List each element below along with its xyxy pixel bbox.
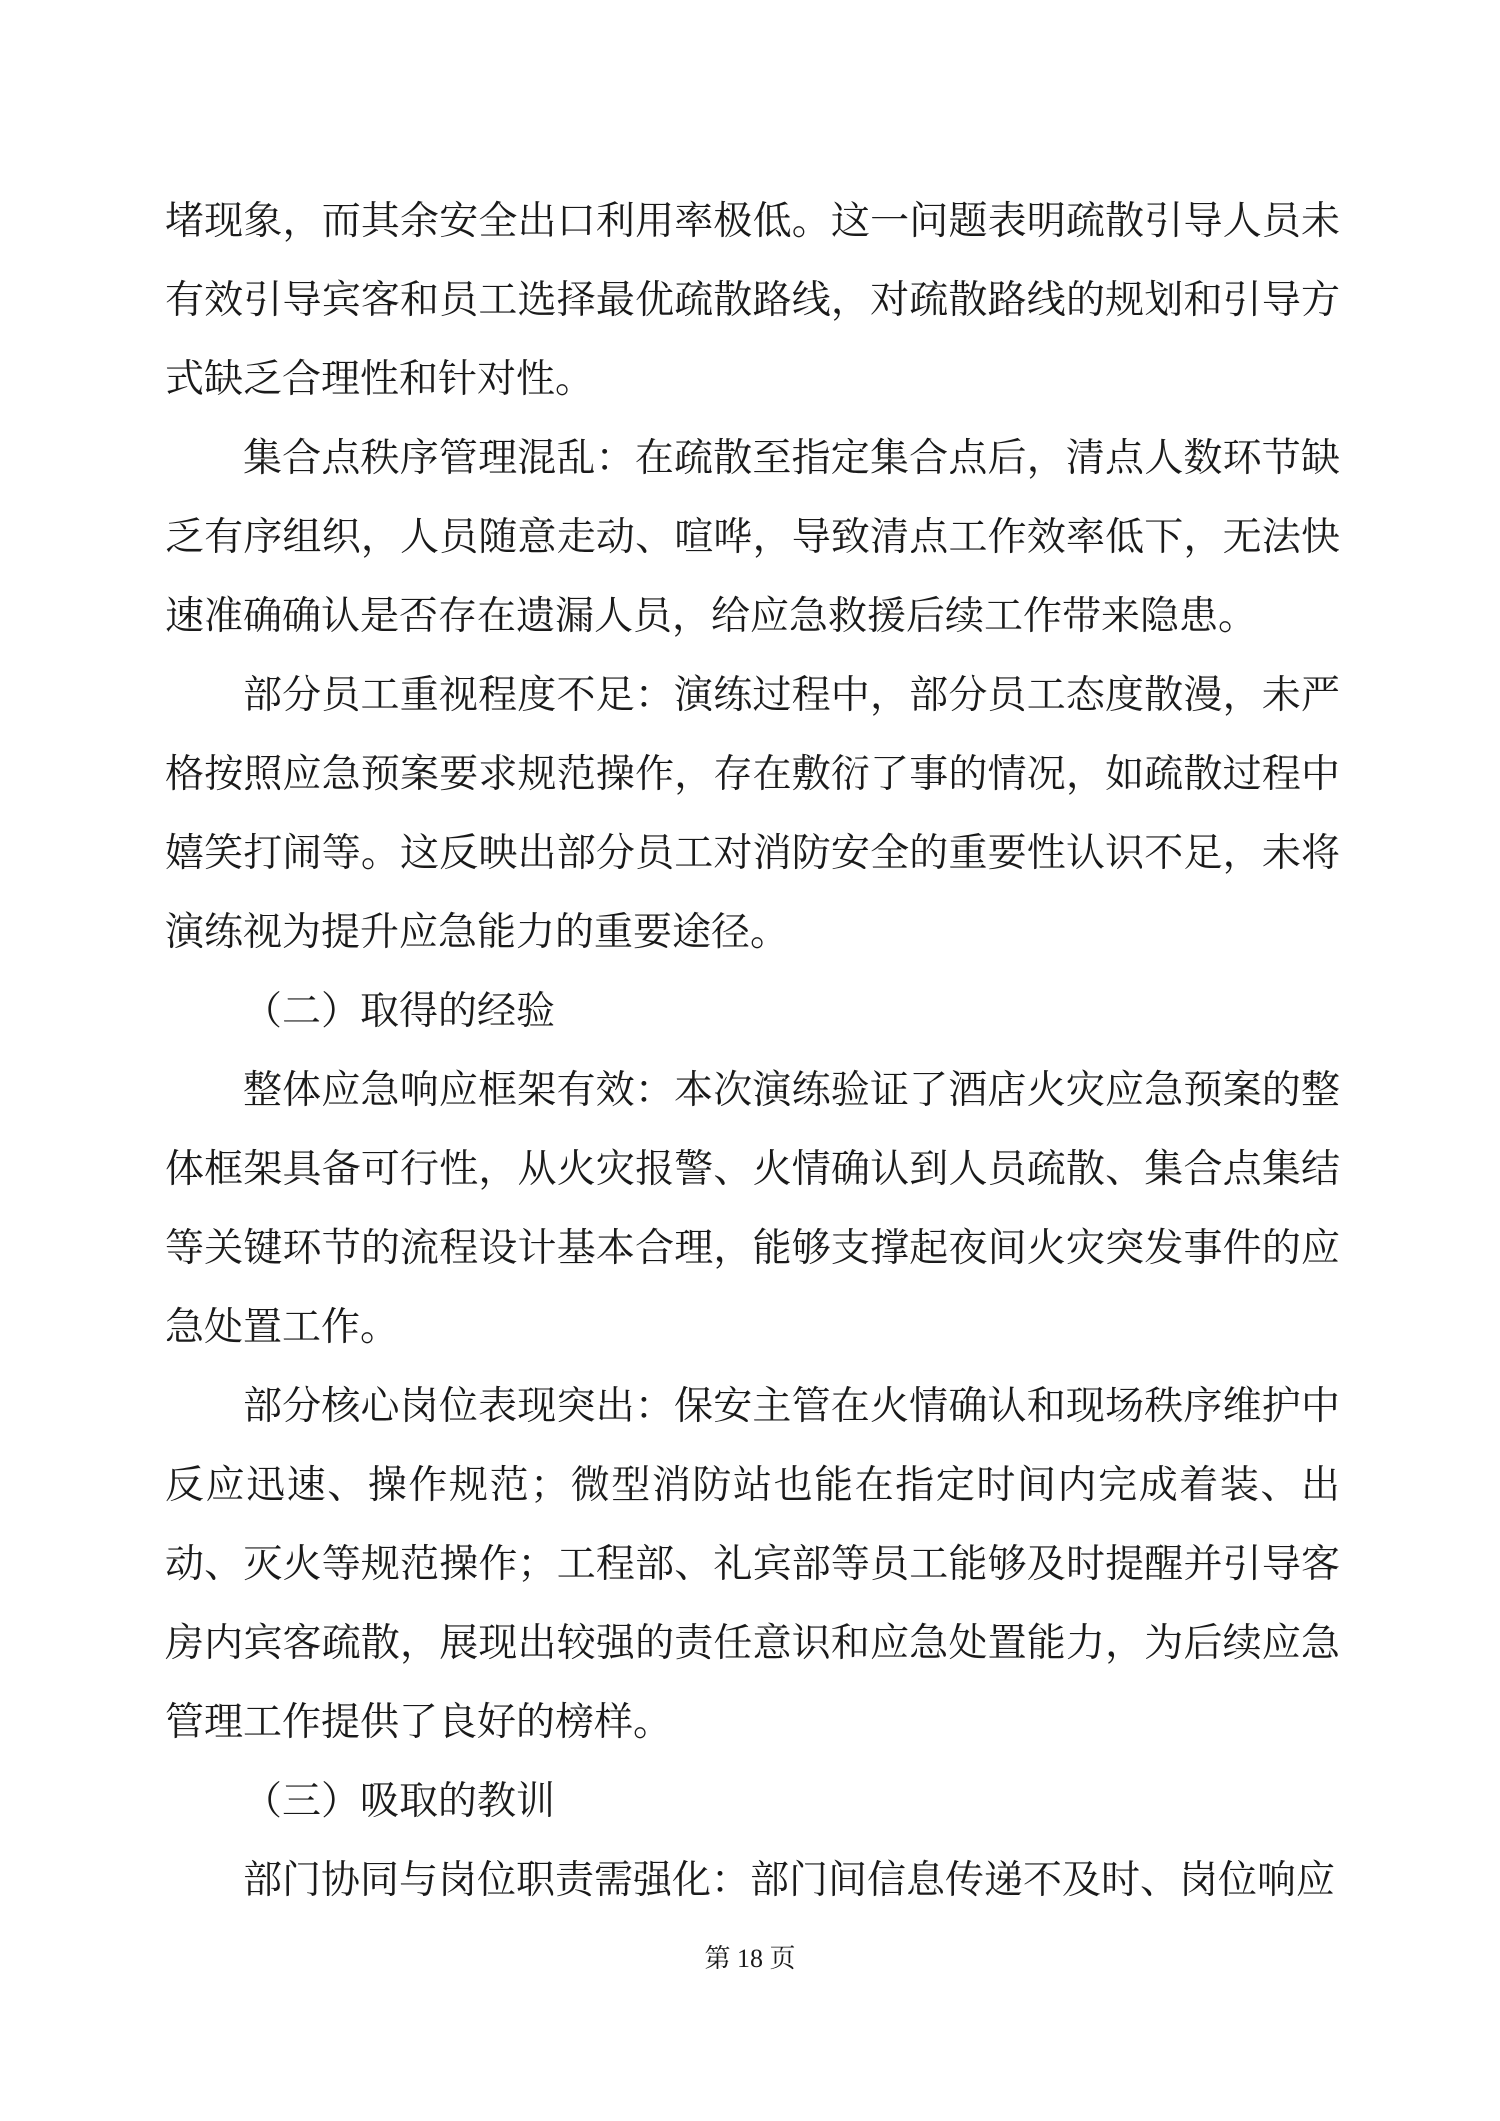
paragraph-response-framework: 整体应急响应框架有效：本次演练验证了酒店火灾应急预案的整体框架具备可行性，从火灾报警、火情确认到人员疏散、集合点集结等关键环节的流程设计基本合理，能够支撑起夜间火灾突发事件的应急处置工作。 bbox=[165, 1069, 1340, 1349]
heading-lessons-learned: （三）吸取的教训 bbox=[243, 1780, 556, 1823]
page-footer bbox=[0, 1938, 1500, 1975]
paragraph-department-coordination: 部门协同与岗位职责需强化：部门间信息传递不及时、岗位响应 bbox=[243, 1859, 1336, 1902]
page-number-label: 第 18 页 bbox=[704, 1944, 796, 1973]
heading-experience-gained: （二）取得的经验 bbox=[243, 990, 556, 1033]
paragraph-key-positions: 部分核心岗位表现突出：保安主管在火情确认和现场秩序维护中反应迅速、操作规范；微型消防站也能在指定时间内完成着装、出动、灭火等规范操作；工程部、礼宾部等员工能够及时提醒并引导客房内宾客疏散，展现出较强的责任意识和应急处置能力，为后续应急管理工作提供了良好的榜样。 bbox=[165, 1385, 1340, 1744]
paragraph-assembly-point-order: 集合点秩序管理混乱：在疏散至指定集合点后，清点人数环节缺乏有序组织，人员随意走动、喧哗，导致清点工作效率低下，无法快速准确确认是否存在遗漏人员，给应急救援后续工作带来隐患。 bbox=[165, 437, 1340, 638]
document-body bbox=[165, 182, 1340, 1920]
paragraph-evacuation-guidance: 堵现象，而其余安全出口利用率极低。这一问题表明疏散引导人员未有效引导宾客和员工选择最优疏散路线，对疏散路线的规划和引导方式缺乏合理性和针对性。 bbox=[165, 200, 1340, 401]
paragraph-staff-attitude: 部分员工重视程度不足：演练过程中，部分员工态度散漫，未严格按照应急预案要求规范操作，存在敷衍了事的情况，如疏散过程中嬉笑打闹等。这反映出部分员工对消防安全的重要性认识不足，未将演练视为提升应急能力的重要途径。 bbox=[165, 674, 1340, 954]
